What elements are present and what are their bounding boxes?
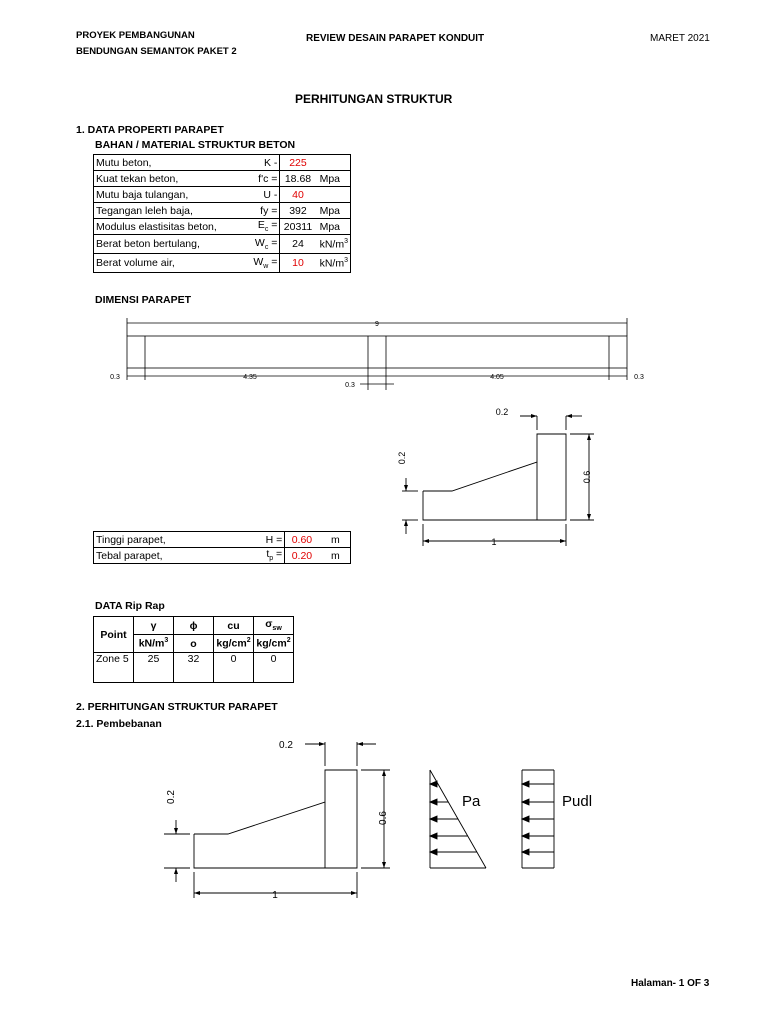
table-row [94,532,351,548]
section-2-1-title: 2.1. Pembebanan [76,718,162,730]
row-label: Mutu beton, [94,155,247,171]
unit-phi: o [174,635,214,653]
top-width-label: 0.2 [279,740,293,751]
row-symbol: fy = [246,203,279,219]
riprap-table [93,616,294,683]
plan-dimension-diagram [100,314,660,392]
row-value: 392 [280,203,316,219]
row-label: Mutu baja tulangan, [94,187,247,203]
top-width-label: 0.2 [495,407,509,417]
cell-cu: 0 [214,653,254,683]
row-label: Tinggi parapet, [94,532,253,548]
header-sigma: $\sigma_{sw}$ [254,617,294,635]
row-unit [316,187,351,203]
cell-point: Zone 5 [94,653,134,683]
header-point: Point [94,617,134,653]
table-row [94,653,294,683]
document-date: MARET 2021 [650,33,710,44]
active-pressure-label: Pa [462,793,481,810]
row-symbol: U - [246,187,279,203]
row-value: 225 [280,155,316,171]
unit-gamma: $kN/m^3$ [134,635,174,653]
left-edge-label: 0.3 [110,374,120,381]
row-value: 24 [280,235,316,254]
table-header-row [94,617,294,635]
segment-1-label: 4.35 [243,374,257,381]
row-value: 20311 [280,219,316,235]
loading-diagram [150,730,620,905]
cell-sigma: 0 [254,653,294,683]
project-line-2: BENDUNGAN SEMANTOK PAKET 2 [76,46,237,57]
unit-cu: $kg/cm^2$ [214,635,254,653]
table-row [94,548,351,564]
row-label: Modulus elastisitas beton, [94,219,247,235]
table-row [94,235,351,254]
row-label: Berat beton bertulang, [94,235,247,254]
parapet-section-diagram [390,400,610,550]
right-height-label: 0.6 [582,470,592,484]
base-width-label: 1 [491,537,497,547]
page-number: Halaman- 1 OF 3 [631,978,710,989]
section-1-subtitle: BAHAN / MATERIAL STRUKTUR BETON [95,139,296,151]
right-height-label: 0.6 [378,811,389,825]
row-value: 10 [280,254,316,273]
row-symbol: K - [246,155,279,171]
row-symbol: $E_c$ = [246,219,279,235]
table-row [94,203,351,219]
middle-gap-label: 0.3 [345,382,355,389]
table-row [94,254,351,273]
page-title: PERHITUNGAN STRUKTUR [295,92,453,106]
base-width-label: 1 [272,890,278,901]
row-label: Kuat tekan beton, [94,171,247,187]
row-value: 40 [280,187,316,203]
row-unit [316,155,351,171]
row-symbol: $t_p$ = [253,548,285,564]
cell-phi: 32 [174,653,214,683]
section-2-title: 2. PERHITUNGAN STRUKTUR PARAPET [76,701,278,713]
header-gamma: γ [134,617,174,635]
table-row [94,219,351,235]
row-value: 0.60 [285,532,319,548]
left-height-label: 0.2 [166,790,177,804]
row-value: 18.68 [280,171,316,187]
cell-gamma: 25 [134,653,174,683]
dimensi-title: DIMENSI PARAPET [95,294,192,306]
uniform-load-label: Pudl [562,793,593,810]
table-row [94,171,351,187]
project-line-1: PROYEK PEMBANGUNAN [76,30,195,41]
document-title: REVIEW DESAIN PARAPET KONDUIT [306,33,485,44]
unit-sigma: $kg/cm^2$ [254,635,294,653]
row-symbol: $W_w$ = [246,254,279,273]
material-table [93,154,351,273]
segment-2-label: 4.05 [490,374,504,381]
row-label: Tegangan leleh baja, [94,203,247,219]
total-length-label: 9 [375,321,379,328]
row-label: Berat volume air, [94,254,247,273]
table-row [94,187,351,203]
table-row [94,155,351,171]
row-label: Tebal parapet, [94,548,253,564]
row-unit: m [319,548,351,564]
row-unit: Mpa [316,203,351,219]
row-symbol: f'c = [246,171,279,187]
row-value: 0.20 [285,548,319,564]
section-1-title: 1. DATA PROPERTI PARAPET [76,124,224,136]
right-edge-label: 0.3 [634,374,644,381]
row-unit: Mpa [316,219,351,235]
row-unit: $kN/m^3$ [316,235,351,254]
left-height-label: 0.2 [397,451,407,465]
parapet-table [93,531,351,564]
row-unit: m [319,532,351,548]
header-cu: cu [214,617,254,635]
header-phi: ϕ [174,617,214,635]
row-symbol: $W_c$ = [246,235,279,254]
riprap-title: DATA Rip Rap [95,600,165,612]
row-unit: Mpa [316,171,351,187]
row-unit: $kN/m^3$ [316,254,351,273]
row-symbol: H = [253,532,285,548]
